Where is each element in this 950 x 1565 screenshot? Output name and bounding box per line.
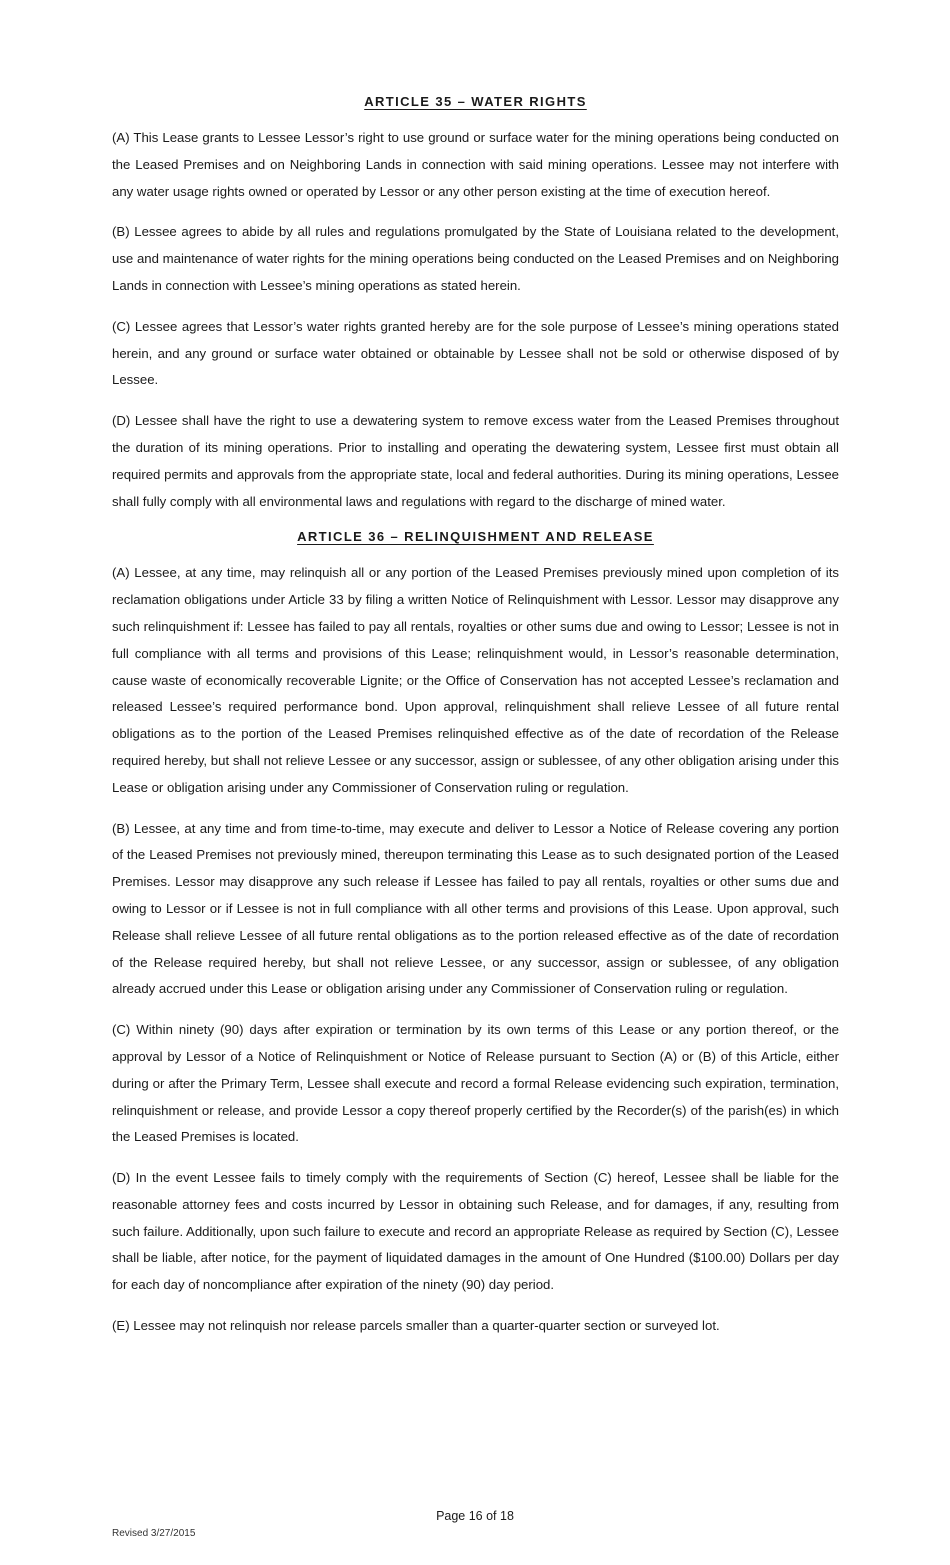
article-36-paragraph-d: (D) In the event Lessee fails to timely comply with the requirements of Section (C) hereof, Lessee shall be liable for the reasonable attorney fees and costs incurred by Lessor in obtaining such Release, and for damages, if any, resulting from such failure. Additionally, upon such failure to execute and record an appropriate Release as required by Section (C), Lessee shall be liable, after notice, for the payment of liquidated damages in the amount of One Hundred ($100.00) Dollars per day for each day of noncompliance after expiration of the ninety (90) day period.	[112, 1170, 839, 1293]
article-36-paragraph-a: (A) Lessee, at any time, may relinquish all or any portion of the Leased Premises previously mined upon completion of its reclamation obligations under Article 33 by filing a written Notice of Relinquishment with Lessor. Lessor may disapprove any such relinquishment if: Lessee has failed to pay all rentals, royalties or other sums due and owing to Lessor; Lessee is not in full compliance with all terms and provisions of this Lease; relinquishment would, in Lessor’s reasonable determination, cause waste of economically recoverable Lignite; or the Office of Conservation has not accepted Lessee’s reclamation and released Lessee’s required performance bond. Upon approval, relinquishment shall relieve Lessee of all future rental obligations as to the portion of the Leased Premises relinquished effective as of the date of recordation of the Release required hereby, but shall not relieve Lessee or any successor, assign or sublessee, of any other obligation arising under this Lease or obligation arising under any Commissioner of Conservation ruling or regulation.	[112, 565, 839, 795]
article-36-paragraph-c: (C) Within ninety (90) days after expiration or termination by its own terms of this Lease or any portion thereof, or the approval by Lessor of a Notice of Relinquishment or Notice of Release pursuant to Section (A) or (B) of this Article, either during or after the Primary Term, Lessee shall execute and record a formal Release evidencing such expiration, termination, relinquishment or release, and provide Lessor a copy thereof properly certified by the Recorder(s) of the parish(es) in which the Leased Premises is located.	[112, 1022, 839, 1145]
document-page	[112, 92, 839, 1354]
article-35-paragraph-a: (A) This Lease grants to Lessee Lessor’s right to use ground or surface water for the mining operations being conducted on the Leased Premises and on Neighboring Lands in connection with said mining operations. Lessee may not interfere with any water usage rights owned or operated by Lessor or any other person existing at the time of execution hereof.	[112, 130, 839, 199]
article-35-paragraph-b: (B) Lessee agrees to abide by all rules and regulations promulgated by the State of Louisiana related to the development, use and maintenance of water rights for the mining operations being conducted on the Leased Premises and on Neighboring Lands in connection with Lessee’s mining operations as stated herein.	[112, 224, 839, 293]
page-number: Page 16 of 18	[436, 1509, 514, 1523]
article-35-paragraph-d: (D) Lessee shall have the right to use a dewatering system to remove excess water from the Leased Premises throughout the duration of its mining operations. Prior to installing and operating the dewatering system, Lessee first must obtain all required permits and approvals from the appropriate state, local and federal authorities. During its mining operations, Lessee shall fully comply with all environmental laws and regulations with regard to the discharge of mined water.	[112, 413, 839, 509]
article-36-heading: ARTICLE 36 – RELINQUISHMENT AND RELEASE	[297, 529, 654, 545]
article-36-paragraph-e: (E) Lessee may not relinquish nor release parcels smaller than a quarter-quarter section or surveyed lot.	[112, 1318, 720, 1334]
revision-date: Revised 3/27/2015	[112, 1528, 196, 1539]
article-35-paragraph-c: (C) Lessee agrees that Lessor’s water rights granted hereby are for the sole purpose of Lessee’s mining operations stated herein, and any ground or surface water obtained or obtainable by Lessee shall not be sold or otherwise disposed of by Lessee.	[112, 318, 839, 388]
article-35-heading: ARTICLE 35 – WATER RIGHTS	[364, 94, 587, 109]
article-36-paragraph-b: (B) Lessee, at any time and from time-to-time, may execute and deliver to Lessor a Notice of Release covering any portion of the Leased Premises not previously mined, thereupon terminating this Lease as to such designated portion of the Leased Premises. Lessor may disapprove any such release if Lessee has failed to pay all rentals, royalties or other sums due and owing to Lessor or if Lessee is not in full compliance with all other terms and provisions of this Lease. Upon approval, such Release shall relieve Lessee of all future rental obligations as to the portion released effective as of the date of recordation of the Release required hereby, but shall not relieve Lessee, or any successor, assign or sublessee, of any obligation already accrued under this Lease or obligation arising under any Commissioner of Conservation ruling or regulation.	[112, 820, 839, 997]
